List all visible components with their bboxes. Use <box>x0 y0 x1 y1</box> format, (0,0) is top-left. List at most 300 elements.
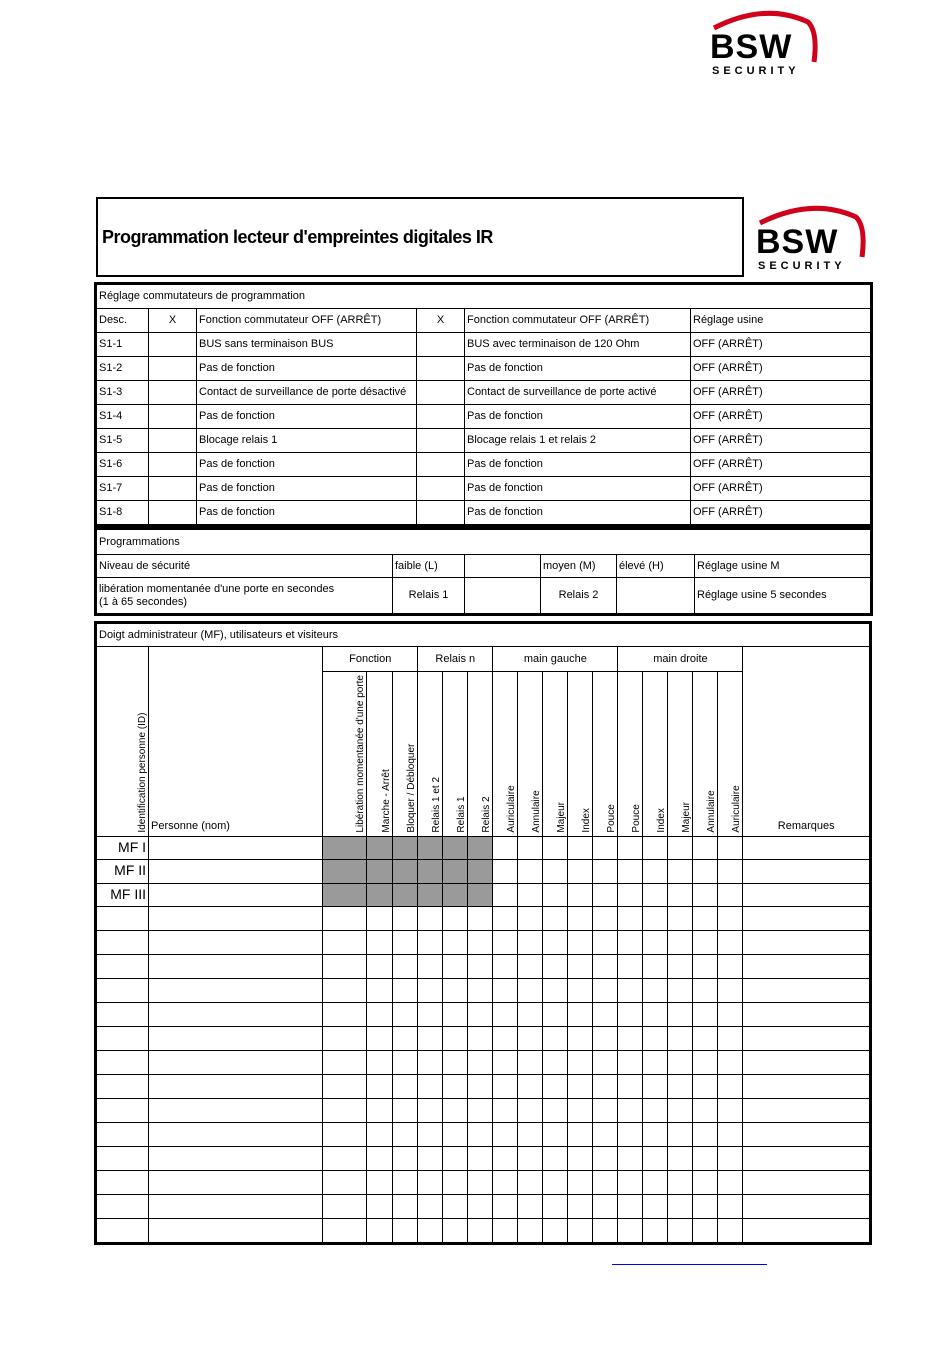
check-cell[interactable] <box>493 954 518 978</box>
check-cell[interactable] <box>418 906 443 930</box>
check-cell[interactable] <box>693 1218 718 1242</box>
check-cell[interactable] <box>367 954 393 978</box>
check-cell[interactable] <box>718 1194 743 1218</box>
check-cell[interactable] <box>568 1218 593 1242</box>
switch-check-cell[interactable] <box>417 429 465 453</box>
check-cell[interactable] <box>543 1218 568 1242</box>
check-cell[interactable] <box>393 883 418 906</box>
check-cell[interactable] <box>693 1074 718 1098</box>
check-cell[interactable] <box>718 1002 743 1026</box>
check-cell[interactable] <box>643 906 668 930</box>
check-cell[interactable] <box>418 1074 443 1098</box>
switch-check-cell[interactable] <box>149 405 197 429</box>
check-cell[interactable] <box>323 1002 367 1026</box>
check-cell[interactable] <box>418 859 443 883</box>
check-cell[interactable] <box>493 1098 518 1122</box>
check-cell[interactable] <box>393 930 418 954</box>
remarks-cell[interactable] <box>743 883 870 906</box>
check-cell[interactable] <box>367 930 393 954</box>
id-cell[interactable] <box>97 1122 149 1146</box>
check-cell[interactable] <box>668 954 693 978</box>
check-cell[interactable] <box>393 859 418 883</box>
check-cell[interactable] <box>568 883 593 906</box>
check-cell[interactable] <box>443 1050 468 1074</box>
check-cell[interactable] <box>618 1050 643 1074</box>
id-cell[interactable] <box>97 906 149 930</box>
check-cell[interactable] <box>418 1218 443 1242</box>
check-cell[interactable] <box>668 883 693 906</box>
id-cell[interactable] <box>97 1170 149 1194</box>
name-cell[interactable] <box>149 1122 323 1146</box>
check-cell[interactable] <box>393 1050 418 1074</box>
check-cell[interactable] <box>668 1218 693 1242</box>
check-cell[interactable] <box>693 1170 718 1194</box>
check-cell[interactable] <box>367 1194 393 1218</box>
check-cell[interactable] <box>443 954 468 978</box>
check-cell[interactable] <box>668 1050 693 1074</box>
check-cell[interactable] <box>418 1194 443 1218</box>
check-cell[interactable] <box>543 1050 568 1074</box>
name-cell[interactable] <box>149 1026 323 1050</box>
name-cell[interactable] <box>149 1050 323 1074</box>
check-cell[interactable] <box>443 1002 468 1026</box>
check-cell[interactable] <box>618 1098 643 1122</box>
check-cell[interactable] <box>323 1146 367 1170</box>
footer-link-underline[interactable] <box>612 1264 767 1265</box>
switch-check-cell[interactable] <box>149 501 197 525</box>
id-cell[interactable] <box>97 1050 149 1074</box>
check-cell[interactable] <box>367 859 393 883</box>
check-cell[interactable] <box>593 1122 618 1146</box>
remarks-cell[interactable] <box>743 978 870 1002</box>
check-cell[interactable] <box>493 906 518 930</box>
check-cell[interactable] <box>518 883 543 906</box>
remarks-cell[interactable] <box>743 954 870 978</box>
check-cell[interactable] <box>323 1122 367 1146</box>
check-cell[interactable] <box>643 930 668 954</box>
check-cell[interactable] <box>718 978 743 1002</box>
check-cell[interactable] <box>693 859 718 883</box>
check-cell[interactable] <box>493 1074 518 1098</box>
check-cell[interactable] <box>393 1026 418 1050</box>
check-cell[interactable] <box>443 1170 468 1194</box>
check-cell[interactable] <box>367 1122 393 1146</box>
check-cell[interactable] <box>393 1146 418 1170</box>
check-cell[interactable] <box>568 1122 593 1146</box>
check-cell[interactable] <box>468 1050 493 1074</box>
check-cell[interactable] <box>393 1074 418 1098</box>
check-cell[interactable] <box>493 836 518 859</box>
check-cell[interactable] <box>393 1098 418 1122</box>
check-cell[interactable] <box>543 1002 568 1026</box>
check-cell[interactable] <box>593 1170 618 1194</box>
check-cell[interactable] <box>543 1122 568 1146</box>
check-cell[interactable] <box>593 1074 618 1098</box>
check-cell[interactable] <box>518 954 543 978</box>
check-cell[interactable] <box>367 883 393 906</box>
check-cell[interactable] <box>468 1194 493 1218</box>
check-cell[interactable] <box>493 1122 518 1146</box>
check-cell[interactable] <box>693 906 718 930</box>
check-cell[interactable] <box>493 883 518 906</box>
remarks-cell[interactable] <box>743 1050 870 1074</box>
switch-check-cell[interactable] <box>149 429 197 453</box>
check-cell[interactable] <box>518 859 543 883</box>
check-cell[interactable] <box>418 1122 443 1146</box>
name-cell[interactable] <box>149 1098 323 1122</box>
switch-check-cell[interactable] <box>417 381 465 405</box>
check-cell[interactable] <box>493 1170 518 1194</box>
check-cell[interactable] <box>468 978 493 1002</box>
check-cell[interactable] <box>468 1170 493 1194</box>
check-cell[interactable] <box>718 1170 743 1194</box>
check-cell[interactable] <box>418 1026 443 1050</box>
check-cell[interactable] <box>618 954 643 978</box>
check-cell[interactable] <box>593 1146 618 1170</box>
remarks-cell[interactable] <box>743 1098 870 1122</box>
check-cell[interactable] <box>518 1098 543 1122</box>
check-cell[interactable] <box>323 883 367 906</box>
check-cell[interactable] <box>693 1122 718 1146</box>
check-cell[interactable] <box>468 1002 493 1026</box>
check-cell[interactable] <box>543 1170 568 1194</box>
check-cell[interactable] <box>568 954 593 978</box>
check-cell[interactable] <box>618 836 643 859</box>
check-cell[interactable] <box>543 978 568 1002</box>
check-cell[interactable] <box>518 1194 543 1218</box>
check-cell[interactable] <box>393 1170 418 1194</box>
remarks-cell[interactable] <box>743 859 870 883</box>
id-cell[interactable] <box>97 1146 149 1170</box>
check-cell[interactable] <box>668 836 693 859</box>
id-cell[interactable] <box>97 1002 149 1026</box>
check-cell[interactable] <box>693 1002 718 1026</box>
check-cell[interactable] <box>618 1218 643 1242</box>
check-cell[interactable] <box>468 859 493 883</box>
check-cell[interactable] <box>443 1026 468 1050</box>
check-cell[interactable] <box>323 954 367 978</box>
check-cell[interactable] <box>518 836 543 859</box>
check-cell[interactable] <box>668 1146 693 1170</box>
check-cell[interactable] <box>568 859 593 883</box>
check-cell[interactable] <box>618 859 643 883</box>
check-cell[interactable] <box>493 1146 518 1170</box>
check-cell[interactable] <box>468 954 493 978</box>
check-cell[interactable] <box>323 859 367 883</box>
check-cell[interactable] <box>593 1002 618 1026</box>
check-cell[interactable] <box>323 836 367 859</box>
remarks-cell[interactable] <box>743 1122 870 1146</box>
check-cell[interactable] <box>543 1074 568 1098</box>
check-cell[interactable] <box>643 883 668 906</box>
remarks-cell[interactable] <box>743 930 870 954</box>
remarks-cell[interactable] <box>743 1170 870 1194</box>
check-cell[interactable] <box>518 978 543 1002</box>
check-cell[interactable] <box>443 1194 468 1218</box>
check-cell[interactable] <box>443 859 468 883</box>
check-cell[interactable] <box>518 1218 543 1242</box>
remarks-cell[interactable] <box>743 836 870 859</box>
check-cell[interactable] <box>718 930 743 954</box>
check-cell[interactable] <box>643 1074 668 1098</box>
check-cell[interactable] <box>367 1074 393 1098</box>
id-cell[interactable] <box>97 978 149 1002</box>
check-cell[interactable] <box>618 978 643 1002</box>
name-cell[interactable] <box>149 836 323 859</box>
check-cell[interactable] <box>468 1146 493 1170</box>
check-cell[interactable] <box>693 1146 718 1170</box>
check-cell[interactable] <box>367 1050 393 1074</box>
check-cell[interactable] <box>593 978 618 1002</box>
check-cell[interactable] <box>643 1026 668 1050</box>
check-cell[interactable] <box>518 1002 543 1026</box>
check-cell[interactable] <box>593 930 618 954</box>
check-cell[interactable] <box>643 1050 668 1074</box>
name-cell[interactable] <box>149 1074 323 1098</box>
id-cell[interactable] <box>97 930 149 954</box>
check-cell[interactable] <box>668 978 693 1002</box>
check-cell[interactable] <box>643 1002 668 1026</box>
check-cell[interactable] <box>568 1002 593 1026</box>
check-cell[interactable] <box>618 1122 643 1146</box>
check-cell[interactable] <box>593 1194 618 1218</box>
check-cell[interactable] <box>518 930 543 954</box>
check-cell[interactable] <box>618 930 643 954</box>
check-cell[interactable] <box>443 930 468 954</box>
check-cell[interactable] <box>643 1194 668 1218</box>
id-cell[interactable] <box>97 1074 149 1098</box>
name-cell[interactable] <box>149 906 323 930</box>
check-cell[interactable] <box>518 1170 543 1194</box>
remarks-cell[interactable] <box>743 906 870 930</box>
check-cell[interactable] <box>443 883 468 906</box>
check-cell[interactable] <box>718 1098 743 1122</box>
check-cell[interactable] <box>718 906 743 930</box>
check-cell[interactable] <box>643 1146 668 1170</box>
check-cell[interactable] <box>323 1098 367 1122</box>
check-cell[interactable] <box>543 883 568 906</box>
check-cell[interactable] <box>443 1218 468 1242</box>
name-cell[interactable] <box>149 930 323 954</box>
switch-check-cell[interactable] <box>417 501 465 525</box>
check-cell[interactable] <box>718 1050 743 1074</box>
check-cell[interactable] <box>493 1218 518 1242</box>
check-cell[interactable] <box>618 1170 643 1194</box>
check-cell[interactable] <box>693 1050 718 1074</box>
check-cell[interactable] <box>543 859 568 883</box>
check-cell[interactable] <box>718 836 743 859</box>
check-cell[interactable] <box>468 1122 493 1146</box>
check-cell[interactable] <box>693 1026 718 1050</box>
check-cell[interactable] <box>568 836 593 859</box>
check-cell[interactable] <box>693 978 718 1002</box>
check-cell[interactable] <box>367 978 393 1002</box>
switch-check-cell[interactable] <box>149 477 197 501</box>
check-cell[interactable] <box>593 1026 618 1050</box>
check-cell[interactable] <box>668 1026 693 1050</box>
check-cell[interactable] <box>693 1098 718 1122</box>
check-cell[interactable] <box>618 906 643 930</box>
check-cell[interactable] <box>543 1146 568 1170</box>
switch-check-cell[interactable] <box>149 453 197 477</box>
check-cell[interactable] <box>643 1098 668 1122</box>
name-cell[interactable] <box>149 1146 323 1170</box>
switch-check-cell[interactable] <box>417 333 465 357</box>
check-cell[interactable] <box>418 1146 443 1170</box>
check-cell[interactable] <box>668 1074 693 1098</box>
check-cell[interactable] <box>493 978 518 1002</box>
check-cell[interactable] <box>323 1074 367 1098</box>
check-cell[interactable] <box>393 906 418 930</box>
check-cell[interactable] <box>568 1194 593 1218</box>
check-cell[interactable] <box>493 1002 518 1026</box>
check-cell[interactable] <box>568 1026 593 1050</box>
check-cell[interactable] <box>568 930 593 954</box>
check-cell[interactable] <box>418 1098 443 1122</box>
check-cell[interactable] <box>643 1218 668 1242</box>
name-cell[interactable] <box>149 1170 323 1194</box>
check-cell[interactable] <box>323 930 367 954</box>
check-cell[interactable] <box>468 836 493 859</box>
name-cell[interactable] <box>149 1002 323 1026</box>
check-cell[interactable] <box>518 1026 543 1050</box>
relay2-value[interactable] <box>617 578 695 614</box>
check-cell[interactable] <box>493 1194 518 1218</box>
check-cell[interactable] <box>367 1026 393 1050</box>
id-cell[interactable] <box>97 1026 149 1050</box>
check-cell[interactable] <box>367 836 393 859</box>
switch-check-cell[interactable] <box>417 405 465 429</box>
check-cell[interactable] <box>668 1170 693 1194</box>
check-cell[interactable] <box>593 859 618 883</box>
check-cell[interactable] <box>518 1074 543 1098</box>
check-cell[interactable] <box>668 1098 693 1122</box>
check-cell[interactable] <box>543 836 568 859</box>
check-cell[interactable] <box>323 1170 367 1194</box>
check-cell[interactable] <box>593 1098 618 1122</box>
check-cell[interactable] <box>367 1002 393 1026</box>
check-cell[interactable] <box>443 1098 468 1122</box>
check-cell[interactable] <box>468 1074 493 1098</box>
check-cell[interactable] <box>468 1098 493 1122</box>
check-cell[interactable] <box>493 930 518 954</box>
check-cell[interactable] <box>593 906 618 930</box>
remarks-cell[interactable] <box>743 1026 870 1050</box>
check-cell[interactable] <box>593 883 618 906</box>
check-cell[interactable] <box>618 1194 643 1218</box>
check-cell[interactable] <box>543 1194 568 1218</box>
check-cell[interactable] <box>418 930 443 954</box>
check-cell[interactable] <box>718 1146 743 1170</box>
check-cell[interactable] <box>668 906 693 930</box>
remarks-cell[interactable] <box>743 1074 870 1098</box>
check-cell[interactable] <box>518 1146 543 1170</box>
check-cell[interactable] <box>643 836 668 859</box>
name-cell[interactable] <box>149 1218 323 1242</box>
check-cell[interactable] <box>393 836 418 859</box>
remarks-cell[interactable] <box>743 1146 870 1170</box>
remarks-cell[interactable] <box>743 1218 870 1242</box>
check-cell[interactable] <box>618 1074 643 1098</box>
relay1-value[interactable] <box>465 578 541 614</box>
check-cell[interactable] <box>718 1026 743 1050</box>
switch-check-cell[interactable] <box>417 477 465 501</box>
check-cell[interactable] <box>668 930 693 954</box>
check-cell[interactable] <box>418 836 443 859</box>
check-cell[interactable] <box>643 859 668 883</box>
check-cell[interactable] <box>593 954 618 978</box>
check-cell[interactable] <box>668 1122 693 1146</box>
check-cell[interactable] <box>518 906 543 930</box>
id-cell[interactable] <box>97 1194 149 1218</box>
name-cell[interactable] <box>149 859 323 883</box>
check-cell[interactable] <box>568 906 593 930</box>
check-cell[interactable] <box>443 836 468 859</box>
check-cell[interactable] <box>323 1026 367 1050</box>
check-cell[interactable] <box>418 1050 443 1074</box>
check-cell[interactable] <box>668 1194 693 1218</box>
check-cell[interactable] <box>393 978 418 1002</box>
check-cell[interactable] <box>668 1002 693 1026</box>
check-cell[interactable] <box>593 1218 618 1242</box>
check-cell[interactable] <box>418 1170 443 1194</box>
check-cell[interactable] <box>618 883 643 906</box>
check-cell[interactable] <box>568 978 593 1002</box>
remarks-cell[interactable] <box>743 1002 870 1026</box>
check-cell[interactable] <box>468 1218 493 1242</box>
check-cell[interactable] <box>443 1122 468 1146</box>
check-cell[interactable] <box>618 1146 643 1170</box>
check-cell[interactable] <box>323 978 367 1002</box>
name-cell[interactable] <box>149 1194 323 1218</box>
check-cell[interactable] <box>693 954 718 978</box>
name-cell[interactable] <box>149 883 323 906</box>
check-cell[interactable] <box>568 1050 593 1074</box>
check-cell[interactable] <box>493 859 518 883</box>
check-cell[interactable] <box>468 906 493 930</box>
check-cell[interactable] <box>367 1098 393 1122</box>
check-cell[interactable] <box>568 1074 593 1098</box>
check-cell[interactable] <box>718 954 743 978</box>
name-cell[interactable] <box>149 978 323 1002</box>
check-cell[interactable] <box>693 1194 718 1218</box>
switch-check-cell[interactable] <box>149 357 197 381</box>
check-cell[interactable] <box>593 1050 618 1074</box>
check-cell[interactable] <box>543 906 568 930</box>
check-cell[interactable] <box>323 1194 367 1218</box>
check-cell[interactable] <box>443 1146 468 1170</box>
check-cell[interactable] <box>668 859 693 883</box>
check-cell[interactable] <box>618 1002 643 1026</box>
check-cell[interactable] <box>543 954 568 978</box>
check-cell[interactable] <box>693 883 718 906</box>
check-cell[interactable] <box>568 1170 593 1194</box>
check-cell[interactable] <box>493 1026 518 1050</box>
check-cell[interactable] <box>718 883 743 906</box>
check-cell[interactable] <box>323 1218 367 1242</box>
check-cell[interactable] <box>718 859 743 883</box>
check-cell[interactable] <box>593 836 618 859</box>
check-cell[interactable] <box>367 906 393 930</box>
check-cell[interactable] <box>393 1002 418 1026</box>
id-cell[interactable] <box>97 954 149 978</box>
check-cell[interactable] <box>393 1122 418 1146</box>
check-cell[interactable] <box>393 1218 418 1242</box>
check-cell[interactable] <box>493 1050 518 1074</box>
check-cell[interactable] <box>468 1026 493 1050</box>
check-cell[interactable] <box>643 1170 668 1194</box>
remarks-cell[interactable] <box>743 1194 870 1218</box>
